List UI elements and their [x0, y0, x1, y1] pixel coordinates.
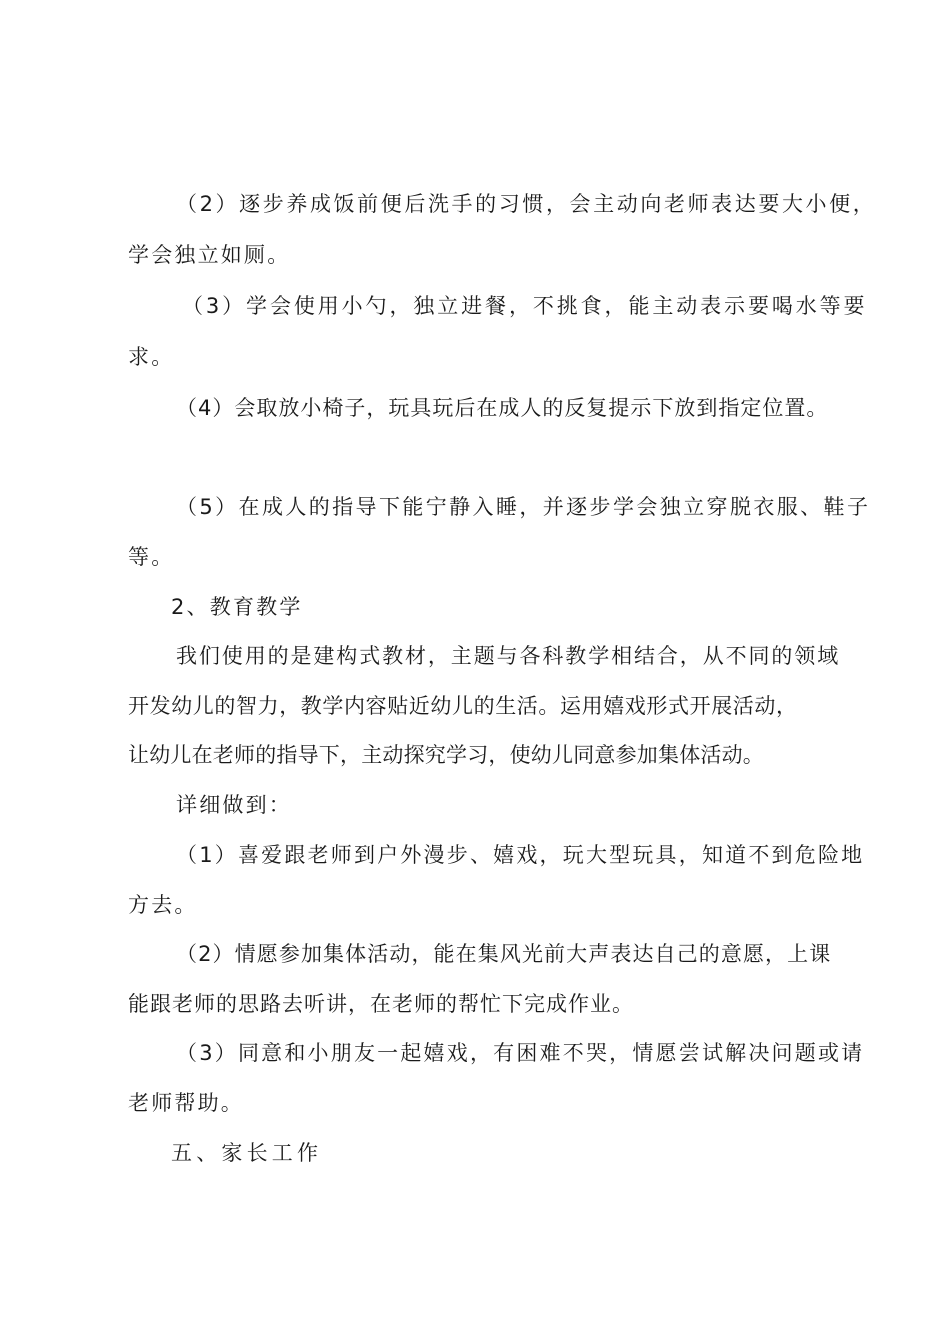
paragraph-line: 让幼儿在老师的指导下，主动探究学习，使幼儿同意参加集体活动。: [128, 743, 764, 767]
paragraph-line: （3）学会使用小勺，独立进餐，不挑食，能主动表示要喝水等要: [182, 294, 868, 318]
paragraph-line: （2）逐步养成饭前便后洗手的习惯，会主动向老师表达要大小便，: [176, 192, 877, 216]
section-heading: 五、家长工作: [171, 1141, 323, 1165]
paragraph-line: 开发幼儿的智力，教学内容贴近幼儿的生活。运用嬉戏形式开展活动，: [128, 694, 798, 718]
paragraph-line: 老师帮助。: [128, 1091, 244, 1115]
paragraph-line: （2）情愿参加集体活动，能在集风光前大声表达自己的意愿，上课: [176, 942, 832, 966]
paragraph-line: 我们使用的是建构式教材，主题与各科教学相结合，从不同的领域: [176, 644, 841, 668]
paragraph-line: 详细做到：: [176, 793, 292, 817]
paragraph-line: （3）同意和小朋友一起嬉戏，有困难不哭，情愿尝试解决问题或请: [176, 1041, 865, 1065]
paragraph-line: 方去。: [128, 893, 198, 917]
paragraph-line: 学会独立如厕。: [128, 243, 291, 267]
section-heading: 2、教育教学: [171, 595, 303, 619]
paragraph-line: （1）喜爱跟老师到户外漫步、嬉戏，玩大型玩具，知道不到危险地: [176, 843, 865, 867]
paragraph-line: （4）会取放小椅子，玩具玩后在成人的反复提示下放到指定位置。: [176, 396, 829, 420]
paragraph-line: （5）在成人的指导下能宁静入睡，并逐步学会独立穿脱衣服、鞋子: [176, 495, 871, 519]
paragraph-line: 能跟老师的思路去听讲，在老师的帮忙下完成作业。: [128, 992, 634, 1016]
paragraph-line: 求。: [128, 345, 175, 369]
paragraph-line: 等。: [128, 545, 175, 569]
